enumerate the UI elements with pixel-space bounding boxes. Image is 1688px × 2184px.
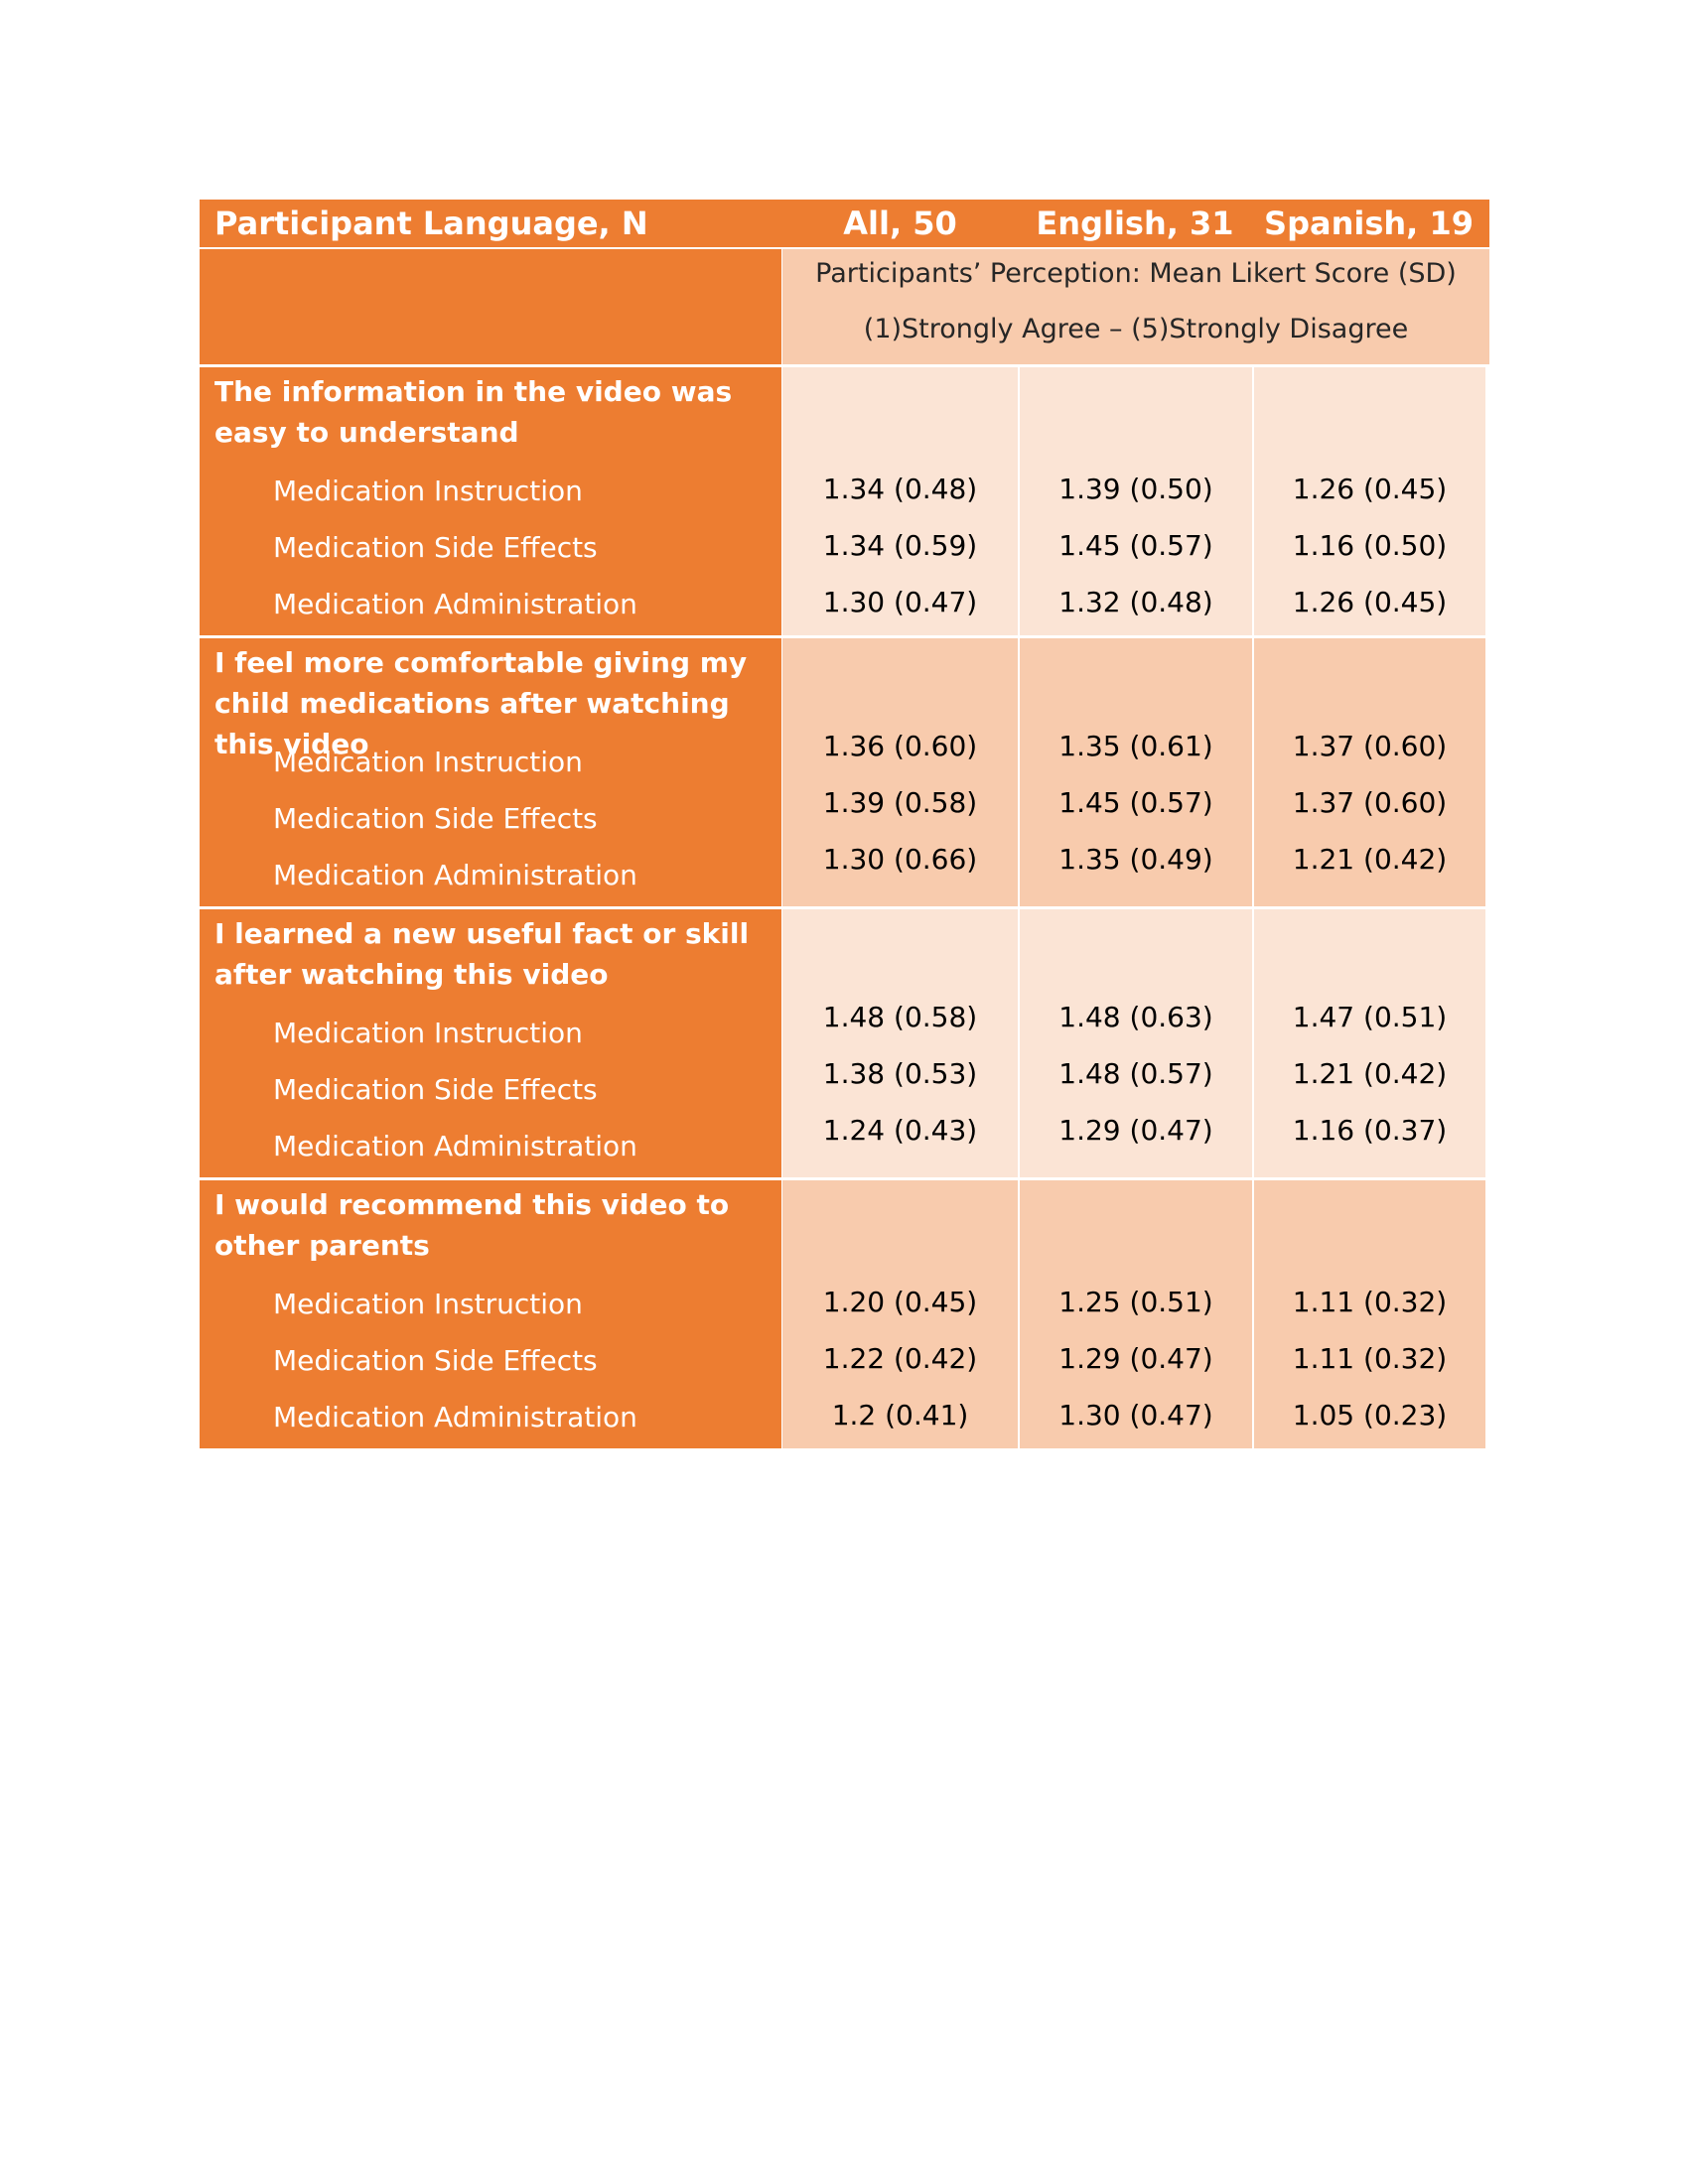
english-values-cell — [1018, 909, 1252, 1177]
value-english: 1.35 (0.61) — [1058, 730, 1213, 762]
value-spanish: 1.37 (0.60) — [1292, 786, 1448, 819]
item-label: Medication Side Effects — [273, 1073, 598, 1106]
value-spanish: 1.11 (0.32) — [1292, 1342, 1448, 1375]
value-all: 1.34 (0.48) — [822, 473, 978, 505]
value-spanish: 1.21 (0.42) — [1292, 843, 1448, 876]
item-label: Medication Instruction — [273, 1017, 583, 1049]
value-all: 1.34 (0.59) — [822, 529, 978, 562]
spanish-values-cell — [1252, 367, 1485, 635]
all-values-cell — [782, 909, 1018, 1177]
spanish-values-cell — [1252, 909, 1485, 1177]
header-col-all: All, 50 — [843, 205, 957, 242]
value-english: 1.29 (0.47) — [1058, 1342, 1213, 1375]
value-english: 1.29 (0.47) — [1058, 1114, 1213, 1147]
question-cell — [200, 909, 782, 1177]
value-english: 1.48 (0.57) — [1058, 1057, 1213, 1090]
results-table — [200, 200, 1489, 1448]
value-all: 1.38 (0.53) — [822, 1057, 978, 1090]
question-text: I feel more comfortable giving my child medications after watching this video — [214, 646, 748, 760]
item-label: Medication Administration — [273, 859, 637, 891]
all-values-cell — [782, 367, 1018, 635]
likert-scale-description — [782, 249, 1489, 364]
value-english: 1.25 (0.51) — [1058, 1286, 1213, 1318]
all-values-cell — [782, 638, 1018, 906]
question-text: I would recommend this video to other parents — [214, 1188, 730, 1262]
question-cell — [200, 1180, 782, 1448]
question-group — [200, 635, 1489, 906]
value-english: 1.30 (0.47) — [1058, 1399, 1213, 1432]
english-values-cell — [1018, 1180, 1252, 1448]
question-group — [200, 1177, 1489, 1448]
spanish-values-cell — [1252, 638, 1485, 906]
value-all: 1.36 (0.60) — [822, 730, 978, 762]
table-header-row — [200, 200, 1489, 247]
likert-scale: (1)Strongly Agree – (5)Strongly Disagree — [863, 314, 1409, 344]
question-cell — [200, 367, 782, 635]
value-all: 1.39 (0.58) — [822, 786, 978, 819]
subheader-row — [200, 247, 1489, 364]
spanish-values-cell — [1252, 1180, 1485, 1448]
value-spanish: 1.16 (0.50) — [1292, 529, 1448, 562]
item-label: Medication Administration — [273, 1130, 637, 1162]
item-label: Medication Administration — [273, 588, 637, 620]
value-spanish: 1.26 (0.45) — [1292, 473, 1448, 505]
subheader-empty-cell — [200, 249, 782, 364]
item-label: Medication Side Effects — [273, 802, 598, 835]
english-values-cell — [1018, 638, 1252, 906]
value-spanish: 1.37 (0.60) — [1292, 730, 1448, 762]
question-text: I learned a new useful fact or skill after watching this video — [214, 917, 750, 991]
item-label: Medication Instruction — [273, 746, 583, 778]
value-english: 1.35 (0.49) — [1058, 843, 1213, 876]
value-spanish: 1.16 (0.37) — [1292, 1114, 1448, 1147]
header-col-english: English, 31 — [1036, 205, 1234, 242]
value-english: 1.48 (0.63) — [1058, 1001, 1213, 1033]
header-title: Participant Language, N — [214, 205, 648, 242]
item-label: Medication Instruction — [273, 475, 583, 507]
value-english: 1.45 (0.57) — [1058, 529, 1213, 562]
header-col-spanish: Spanish, 19 — [1264, 205, 1474, 242]
value-spanish: 1.21 (0.42) — [1292, 1057, 1448, 1090]
value-all: 1.48 (0.58) — [822, 1001, 978, 1033]
question-text: The information in the video was easy to understand — [214, 375, 733, 449]
value-all: 1.2 (0.41) — [831, 1399, 969, 1432]
value-spanish: 1.47 (0.51) — [1292, 1001, 1448, 1033]
value-spanish: 1.05 (0.23) — [1292, 1399, 1448, 1432]
value-english: 1.39 (0.50) — [1058, 473, 1213, 505]
value-all: 1.24 (0.43) — [822, 1114, 978, 1147]
value-spanish: 1.26 (0.45) — [1292, 586, 1448, 618]
likert-title: Participants’ Perception: Mean Likert Score (SD) — [815, 258, 1457, 289]
english-values-cell — [1018, 367, 1252, 635]
question-group — [200, 364, 1489, 635]
value-spanish: 1.11 (0.32) — [1292, 1286, 1448, 1318]
value-all: 1.30 (0.47) — [822, 586, 978, 618]
item-label: Medication Side Effects — [273, 531, 598, 564]
value-all: 1.30 (0.66) — [822, 843, 978, 876]
value-all: 1.20 (0.45) — [822, 1286, 978, 1318]
item-label: Medication Side Effects — [273, 1344, 598, 1377]
question-cell — [200, 638, 782, 906]
all-values-cell — [782, 1180, 1018, 1448]
item-label: Medication Administration — [273, 1401, 637, 1433]
value-all: 1.22 (0.42) — [822, 1342, 978, 1375]
value-english: 1.45 (0.57) — [1058, 786, 1213, 819]
item-label: Medication Instruction — [273, 1288, 583, 1320]
question-group — [200, 906, 1489, 1177]
value-english: 1.32 (0.48) — [1058, 586, 1213, 618]
